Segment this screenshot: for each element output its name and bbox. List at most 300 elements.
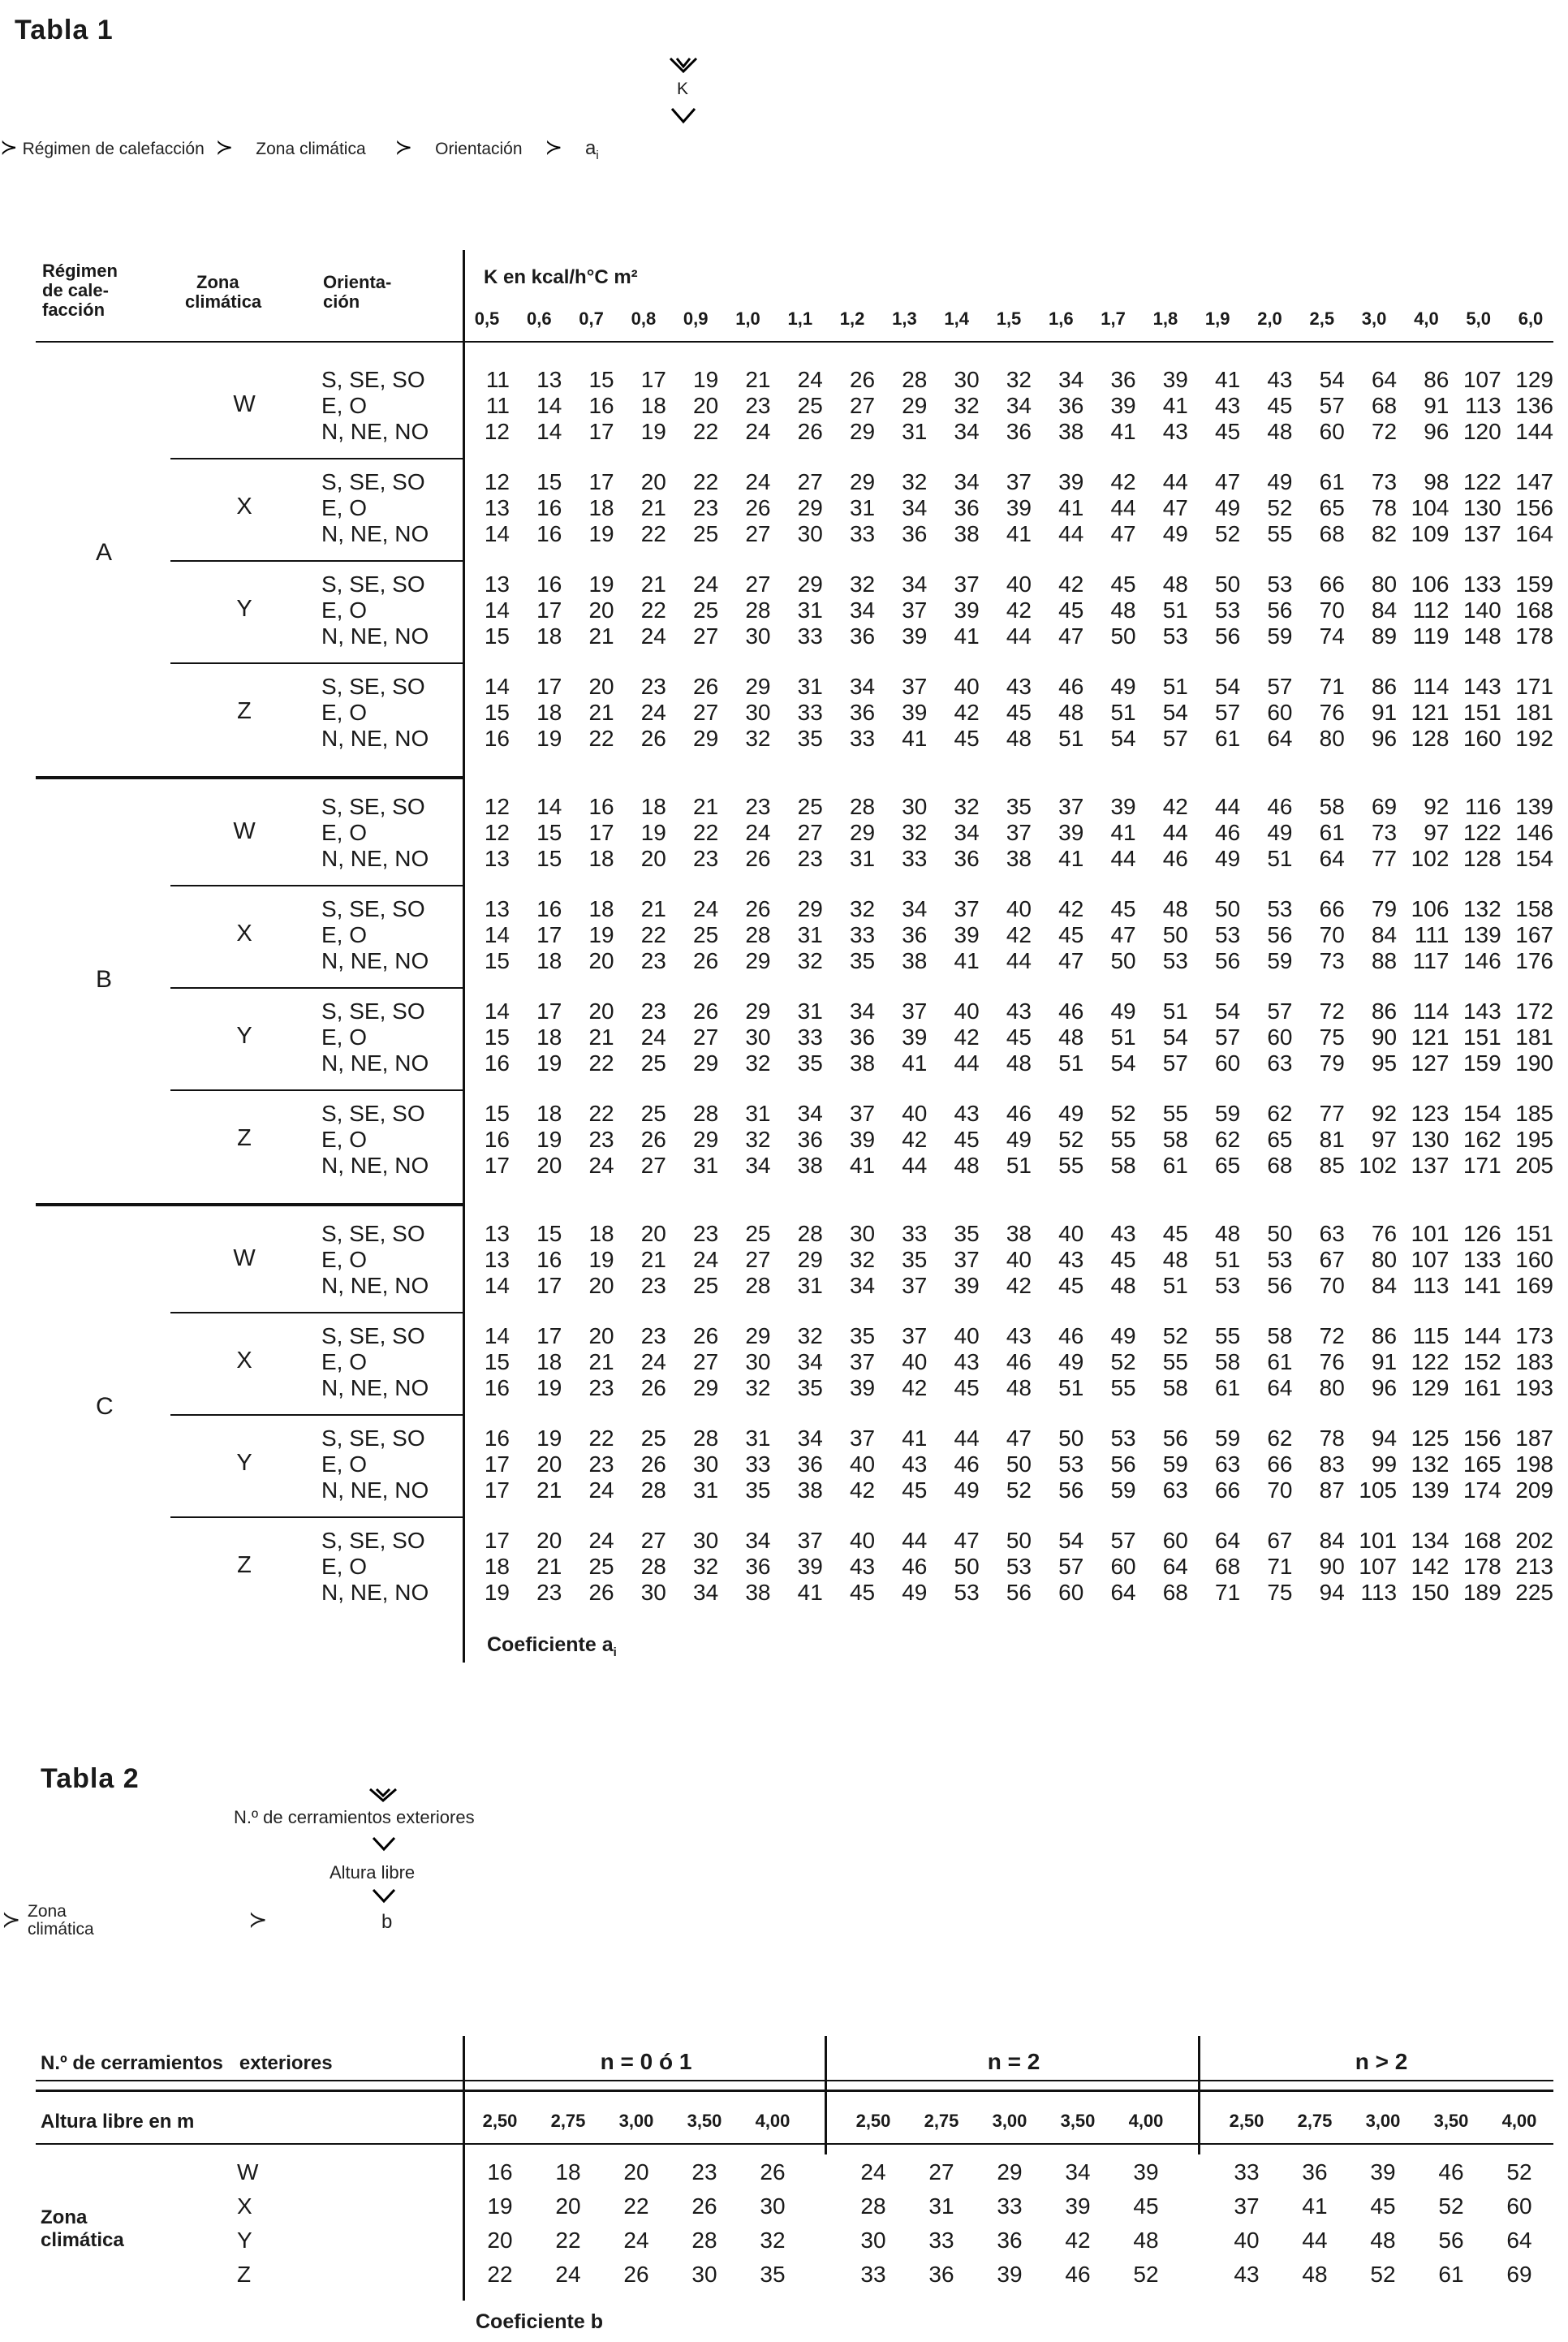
coefficient-cell: 14 <box>484 998 510 1024</box>
k-value-header: 1,5 <box>996 308 1022 329</box>
coefficient-cell: 55 <box>1110 1375 1136 1400</box>
coefficient-cell: 30 <box>849 1221 876 1246</box>
coefficient-cell: 50 <box>1006 1528 1032 1553</box>
coefficient-cell: 39 <box>797 1554 823 1579</box>
coefficient-cell: 49 <box>1110 1323 1136 1348</box>
coefficient-cell: 61 <box>1438 2262 1464 2287</box>
coefficient-cell: 23 <box>693 846 719 871</box>
coefficient-cell: 25 <box>693 597 719 623</box>
coefficient-cell: 20 <box>588 674 614 699</box>
coefficient-cell: 61 <box>1319 469 1345 494</box>
coefficient-cell: 23 <box>693 495 719 520</box>
coefficient-cell: 70 <box>1319 1273 1345 1298</box>
coefficient-cell: 46 <box>1006 1349 1032 1374</box>
coefficient-cell: 60 <box>1319 419 1345 444</box>
k-value-header: 1,7 <box>1101 308 1126 329</box>
height-header: 3,00 <box>1365 2111 1401 2131</box>
coefficient-cell: 48 <box>1006 726 1032 751</box>
coefficient-cell: 41 <box>1162 393 1188 418</box>
orientation-label: E, O <box>321 820 368 845</box>
coefficient-cell: 16 <box>588 393 614 418</box>
coefficient-cell: 26 <box>745 495 771 520</box>
coefficient-cell: 56 <box>1006 1580 1032 1605</box>
coefficient-cell: 42 <box>849 1477 876 1503</box>
coefficient-cell: 52 <box>1006 1477 1032 1503</box>
coefficient-cell: 65 <box>1267 1127 1293 1152</box>
coefficient-cell: 31 <box>928 2193 954 2219</box>
coefficient-cell: 44 <box>1110 495 1136 520</box>
flow-result: $a_i$ <box>585 137 599 162</box>
coefficient-cell: 53 <box>1162 948 1188 973</box>
coefficient-cell: 40 <box>954 674 980 699</box>
orientation-label: S, SE, SO <box>321 794 425 819</box>
coefficient-cell: 44 <box>1058 521 1084 546</box>
coefficient-cell: 32 <box>954 393 980 418</box>
coefficient-cell: 46 <box>1058 1323 1084 1348</box>
coefficient-cell: 46 <box>1058 998 1084 1024</box>
coefficient-cell: 34 <box>745 1528 771 1553</box>
coefficient-cell: 23 <box>691 2159 717 2185</box>
coefficient-cell: 144 <box>1462 1323 1501 1348</box>
coefficient-cell: 24 <box>693 571 719 597</box>
coefficient-cell: 51 <box>1058 726 1084 751</box>
coefficient-cell: 20 <box>588 1323 614 1348</box>
coefficient-cell: 49 <box>1058 1101 1084 1126</box>
coefficient-cell: 144 <box>1515 419 1553 444</box>
coefficient-cell: 85 <box>1319 1153 1345 1178</box>
coefficient-cell: 32 <box>760 2228 786 2253</box>
k-value-header: 6,0 <box>1518 308 1544 329</box>
coefficient-cell: 136 <box>1515 393 1553 418</box>
coefficient-cell: 51 <box>1110 700 1136 725</box>
coefficient-cell: 20 <box>640 1221 666 1246</box>
coefficient-cell: 36 <box>849 700 876 725</box>
coefficient-cell: 48 <box>1302 2262 1328 2287</box>
table1-caption: Coeficiente $a_i$ <box>487 1633 617 1659</box>
coefficient-cell: 129 <box>1411 1375 1450 1400</box>
coefficient-cell: 18 <box>536 700 562 725</box>
coefficient-cell: 27 <box>745 521 771 546</box>
k-value-header: 3,0 <box>1361 308 1387 329</box>
coefficient-cell: 109 <box>1411 521 1450 546</box>
k-value-header: 1,2 <box>839 308 865 329</box>
orientation-label: N, NE, NO <box>321 623 429 649</box>
coefficient-cell: 92 <box>1371 1101 1398 1126</box>
coefficient-cell: 29 <box>693 726 719 751</box>
coefficient-cell: 41 <box>1110 419 1136 444</box>
coefficient-cell: 22 <box>623 2193 649 2219</box>
coefficient-cell: 24 <box>640 700 666 725</box>
coefficient-cell: 19 <box>588 521 614 546</box>
zone-label: W <box>233 1245 256 1271</box>
coefficient-cell: 83 <box>1319 1451 1345 1477</box>
coefficient-cell: 69 <box>1506 2262 1532 2287</box>
coefficient-cell: 30 <box>954 367 980 392</box>
coefficient-cell: 41 <box>902 726 928 751</box>
coefficient-cell: 26 <box>640 1375 666 1400</box>
coefficient-cell: 29 <box>745 948 771 973</box>
coefficient-cell: 19 <box>536 1050 562 1076</box>
orientation-label: E, O <box>321 597 368 623</box>
coefficient-cell: 29 <box>849 820 876 845</box>
coefficient-cell: 39 <box>1006 495 1032 520</box>
flow-n-cerramientos: N.º de cerramientos exteriores <box>234 1807 475 1827</box>
coefficient-cell: 29 <box>849 419 876 444</box>
coefficient-cell: 38 <box>902 948 928 973</box>
orientation-label: N, NE, NO <box>321 948 429 973</box>
coefficient-cell: 18 <box>555 2159 581 2185</box>
coefficient-cell: 46 <box>1058 674 1084 699</box>
coefficient-cell: 26 <box>588 1580 614 1605</box>
coefficient-cell: 94 <box>1371 1425 1398 1451</box>
coefficient-cell: 53 <box>1215 922 1241 947</box>
coefficient-cell: 41 <box>1215 367 1241 392</box>
coefficient-cell: 28 <box>745 1273 771 1298</box>
k-value-header: 2,5 <box>1309 308 1335 329</box>
coefficient-cell: 52 <box>1506 2159 1532 2185</box>
coefficient-cell: 64 <box>1267 726 1293 751</box>
coefficient-cell: 134 <box>1411 1528 1450 1553</box>
coefficient-cell: 47 <box>1058 948 1084 973</box>
header-zona: Zona climática <box>185 272 262 312</box>
coefficient-cell: 62 <box>1267 1101 1293 1126</box>
coefficient-cell: 45 <box>1215 419 1241 444</box>
coefficient-cell: 101 <box>1411 1221 1450 1246</box>
coefficient-cell: 32 <box>954 794 980 819</box>
orientation-label: S, SE, SO <box>321 1101 425 1126</box>
coefficient-cell: 44 <box>1162 820 1188 845</box>
coefficient-cell: 133 <box>1462 571 1501 597</box>
flow-zona: Zona climática <box>28 1902 94 1939</box>
coefficient-cell: 43 <box>1006 674 1032 699</box>
k-value-header: 5,0 <box>1466 308 1491 329</box>
coefficient-cell: 27 <box>797 469 823 494</box>
coefficient-cell: 28 <box>860 2193 886 2219</box>
coefficient-cell: 37 <box>954 896 980 921</box>
coefficient-cell: 54 <box>1162 700 1188 725</box>
coefficient-cell: 32 <box>849 1247 876 1272</box>
coefficient-cell: 38 <box>1058 419 1084 444</box>
coefficient-cell: 159 <box>1462 1050 1501 1076</box>
zone-label: W <box>237 2159 259 2185</box>
coefficient-cell: 26 <box>849 367 876 392</box>
coefficient-cell: 33 <box>797 1024 823 1050</box>
height-header: 2,50 <box>482 2111 518 2131</box>
coefficient-cell: 181 <box>1515 1024 1553 1050</box>
k-value-header: 1,9 <box>1204 308 1230 329</box>
header-altura-libre: Altura libre en m <box>41 2111 195 2133</box>
coefficient-cell: 45 <box>1006 1024 1032 1050</box>
coefficient-cell: 30 <box>860 2228 886 2253</box>
coefficient-cell: 15 <box>536 469 562 494</box>
coefficient-cell: 28 <box>640 1477 666 1503</box>
coefficient-cell: 31 <box>849 846 876 871</box>
coefficient-cell: 193 <box>1515 1375 1553 1400</box>
coefficient-cell: 123 <box>1411 1101 1450 1126</box>
orientation-label: S, SE, SO <box>321 998 425 1024</box>
coefficient-cell: 17 <box>536 597 562 623</box>
coefficient-cell: 97 <box>1371 1127 1398 1152</box>
coefficient-cell: 50 <box>1006 1451 1032 1477</box>
coefficient-cell: 209 <box>1515 1477 1553 1503</box>
coefficient-cell: 31 <box>902 419 928 444</box>
coefficient-cell: 129 <box>1515 367 1553 392</box>
coefficient-cell: 12 <box>484 419 510 444</box>
coefficient-cell: 57 <box>1215 1024 1241 1050</box>
orientation-label: E, O <box>321 1554 368 1579</box>
coefficient-cell: 72 <box>1319 1323 1345 1348</box>
coefficient-cell: 40 <box>1006 571 1032 597</box>
coefficient-cell: 51 <box>1058 1050 1084 1076</box>
coefficient-cell: 70 <box>1319 922 1345 947</box>
coefficient-cell: 23 <box>640 998 666 1024</box>
coefficient-cell: 75 <box>1319 1024 1345 1050</box>
coefficient-cell: 79 <box>1371 896 1398 921</box>
coefficient-cell: 60 <box>1267 1024 1293 1050</box>
coefficient-cell: 19 <box>640 419 666 444</box>
coefficient-cell: 17 <box>484 1528 510 1553</box>
coefficient-cell: 31 <box>797 674 823 699</box>
coefficient-cell: 41 <box>1058 495 1084 520</box>
coefficient-cell: 38 <box>1006 1221 1032 1246</box>
k-value-header: 1,4 <box>944 308 969 329</box>
coefficient-cell: 178 <box>1515 623 1553 649</box>
zone-label: Z <box>237 2262 252 2287</box>
coefficient-cell: 98 <box>1424 469 1450 494</box>
coefficient-cell: 23 <box>640 948 666 973</box>
zone-label: X <box>236 921 252 947</box>
coefficient-cell: 33 <box>902 1221 928 1246</box>
coefficient-cell: 45 <box>1110 896 1136 921</box>
coefficient-cell: 53 <box>1162 623 1188 649</box>
coefficient-cell: 176 <box>1515 948 1553 973</box>
coefficient-cell: 181 <box>1515 700 1553 725</box>
coefficient-cell: 34 <box>902 571 928 597</box>
coefficient-cell: 41 <box>1006 521 1032 546</box>
coefficient-cell: 26 <box>623 2262 649 2287</box>
coefficient-cell: 24 <box>745 820 771 845</box>
coefficient-cell: 18 <box>640 794 666 819</box>
flow-result-b: b <box>381 1911 393 1933</box>
coefficient-cell: 45 <box>954 1127 980 1152</box>
zona-climatica-label: Zona climática <box>41 2206 124 2251</box>
coefficient-cell: 39 <box>849 1127 876 1152</box>
coefficient-cell: 21 <box>588 1349 614 1374</box>
coefficient-cell: 44 <box>902 1528 928 1553</box>
coefficient-cell: 87 <box>1319 1477 1345 1503</box>
coefficient-cell: 86 <box>1371 1323 1398 1348</box>
coefficient-cell: 31 <box>797 922 823 947</box>
coefficient-cell: 35 <box>745 1477 771 1503</box>
coefficient-cell: 36 <box>849 623 876 649</box>
coefficient-cell: 35 <box>797 1375 823 1400</box>
coefficient-cell: 29 <box>797 1247 823 1272</box>
coefficient-cell: 192 <box>1515 726 1553 751</box>
coefficient-cell: 90 <box>1319 1554 1345 1579</box>
coefficient-cell: 32 <box>797 948 823 973</box>
coefficient-cell: 33 <box>797 623 823 649</box>
coefficient-cell: 102 <box>1411 846 1450 871</box>
coefficient-cell: 23 <box>588 1375 614 1400</box>
k-value-header: 4,0 <box>1414 308 1439 329</box>
coefficient-cell: 48 <box>1058 1024 1084 1050</box>
flow-step-regimen: Régimen de calefacción <box>22 140 205 158</box>
coefficient-cell: 12 <box>484 820 510 845</box>
coefficient-cell: 60 <box>1162 1528 1188 1553</box>
coefficient-cell: 43 <box>1234 2262 1260 2287</box>
coefficient-cell: 34 <box>745 1153 771 1178</box>
coefficient-cell: 75 <box>1267 1580 1293 1605</box>
coefficient-cell: 25 <box>745 1221 771 1246</box>
coefficient-cell: 32 <box>745 1050 771 1076</box>
coefficient-cell: 86 <box>1371 998 1398 1024</box>
coefficient-cell: 44 <box>1006 948 1032 973</box>
coefficient-cell: 27 <box>640 1153 666 1178</box>
coefficient-cell: 31 <box>745 1101 771 1126</box>
coefficient-cell: 77 <box>1371 846 1398 871</box>
coefficient-cell: 49 <box>1058 1349 1084 1374</box>
coefficient-cell: 165 <box>1462 1451 1501 1477</box>
coefficient-cell: 35 <box>954 1221 980 1246</box>
coefficient-cell: 45 <box>1058 922 1084 947</box>
coefficient-cell: 47 <box>1162 495 1188 520</box>
coefficient-cell: 19 <box>693 367 719 392</box>
coefficient-cell: 57 <box>1162 726 1188 751</box>
coefficient-cell: 187 <box>1515 1425 1553 1451</box>
orientation-label: E, O <box>321 495 368 520</box>
coefficient-cell: 21 <box>536 1477 562 1503</box>
coefficient-cell: 132 <box>1411 1451 1450 1477</box>
coefficient-cell: 56 <box>1267 922 1293 947</box>
coefficient-cell: 51 <box>1058 1375 1084 1400</box>
orientation-label: E, O <box>321 1247 368 1272</box>
coefficient-cell: 20 <box>640 846 666 871</box>
coefficient-cell: 167 <box>1515 922 1553 947</box>
coefficient-cell: 16 <box>484 1375 510 1400</box>
coefficient-cell: 68 <box>1267 1153 1293 1178</box>
coefficient-cell: 79 <box>1319 1050 1345 1076</box>
coefficient-cell: 22 <box>588 1101 614 1126</box>
coefficient-cell: 46 <box>954 1451 980 1477</box>
k-value-header: 2,0 <box>1257 308 1282 329</box>
coefficient-cell: 213 <box>1515 1554 1553 1579</box>
coefficient-cell: 40 <box>902 1349 928 1374</box>
coefficient-cell: 90 <box>1371 1024 1398 1050</box>
coefficient-cell: 17 <box>484 1451 510 1477</box>
coefficient-cell: 50 <box>1110 623 1136 649</box>
coefficient-cell: 143 <box>1462 674 1501 699</box>
coefficient-cell: 51 <box>1215 1247 1241 1272</box>
coefficient-cell: 29 <box>849 469 876 494</box>
coefficient-cell: 52 <box>1215 521 1241 546</box>
coefficient-cell: 20 <box>588 998 614 1024</box>
coefficient-cell: 44 <box>1110 846 1136 871</box>
coefficient-cell: 16 <box>484 1050 510 1076</box>
coefficient-cell: 20 <box>623 2159 649 2185</box>
coefficient-cell: 68 <box>1319 521 1345 546</box>
coefficient-cell: 43 <box>954 1101 980 1126</box>
coefficient-cell: 154 <box>1462 1101 1501 1126</box>
coefficient-cell: 50 <box>1215 571 1241 597</box>
coefficient-cell: 31 <box>693 1477 719 1503</box>
coefficient-cell: 52 <box>1438 2193 1464 2219</box>
coefficient-cell: 19 <box>588 1247 614 1272</box>
coefficient-cell: 67 <box>1319 1247 1345 1272</box>
coefficient-cell: 174 <box>1462 1477 1501 1503</box>
coefficient-cell: 11 <box>485 367 510 392</box>
coefficient-cell: 49 <box>1267 469 1293 494</box>
coefficient-cell: 24 <box>745 419 771 444</box>
orientation-label: N, NE, NO <box>321 726 429 751</box>
coefficient-cell: 31 <box>797 1273 823 1298</box>
coefficient-cell: 14 <box>484 922 510 947</box>
zone-label: X <box>236 1348 252 1374</box>
coefficient-cell: 57 <box>1110 1528 1136 1553</box>
height-header: 2,75 <box>550 2111 586 2131</box>
coefficient-cell: 115 <box>1412 1323 1450 1348</box>
coefficient-cell: 76 <box>1371 1221 1398 1246</box>
k-value-header: 1,0 <box>735 308 760 329</box>
coefficient-cell: 82 <box>1371 521 1398 546</box>
orientation-label: N, NE, NO <box>321 1477 429 1503</box>
coefficient-cell: 42 <box>1006 922 1032 947</box>
coefficient-cell: 34 <box>849 597 876 623</box>
coefficient-cell: 44 <box>1006 623 1032 649</box>
coefficient-cell: 128 <box>1462 846 1501 871</box>
coefficient-cell: 51 <box>1162 597 1188 623</box>
coefficient-cell: 161 <box>1462 1375 1501 1400</box>
coefficient-cell: 84 <box>1371 1273 1398 1298</box>
orientation-label: E, O <box>321 922 368 947</box>
orientation-label: E, O <box>321 700 368 725</box>
coefficient-cell: 60 <box>1058 1580 1084 1605</box>
coefficient-cell: 29 <box>902 393 928 418</box>
zone-label: Z <box>237 698 252 724</box>
coefficient-cell: 107 <box>1359 1554 1398 1579</box>
coefficient-cell: 84 <box>1371 597 1398 623</box>
coefficient-cell: 27 <box>693 700 719 725</box>
coefficient-cell: 19 <box>588 571 614 597</box>
coefficient-cell: 171 <box>1515 674 1553 699</box>
coefficient-cell: 45 <box>1110 1247 1136 1272</box>
coefficient-cell: 36 <box>1006 419 1032 444</box>
coefficient-cell: 88 <box>1371 948 1398 973</box>
coefficient-cell: 20 <box>588 1273 614 1298</box>
coefficient-cell: 32 <box>1006 367 1032 392</box>
coefficient-cell: 55 <box>1267 521 1293 546</box>
coefficient-cell: 40 <box>1006 896 1032 921</box>
coefficient-cell: 21 <box>588 623 614 649</box>
coefficient-cell: 28 <box>849 794 876 819</box>
orientation-label: E, O <box>321 1127 368 1152</box>
coefficient-cell: 64 <box>1319 846 1345 871</box>
coefficient-cell: 12 <box>484 794 510 819</box>
coefficient-cell: 46 <box>1065 2262 1091 2287</box>
coefficient-cell: 39 <box>1058 820 1084 845</box>
coefficient-cell: 32 <box>902 469 928 494</box>
coefficient-cell: 31 <box>849 495 876 520</box>
coefficient-cell: 152 <box>1462 1349 1501 1374</box>
coefficient-cell: 45 <box>1370 2193 1396 2219</box>
coefficient-cell: 56 <box>1267 1273 1293 1298</box>
coefficient-cell: 36 <box>745 1554 771 1579</box>
coefficient-cell: 36 <box>928 2262 954 2287</box>
coefficient-cell: 21 <box>640 1247 666 1272</box>
coefficient-cell: 52 <box>1133 2262 1159 2287</box>
coefficient-cell: 148 <box>1462 623 1501 649</box>
coefficient-cell: 24 <box>555 2262 581 2287</box>
orientation-label: S, SE, SO <box>321 571 425 597</box>
